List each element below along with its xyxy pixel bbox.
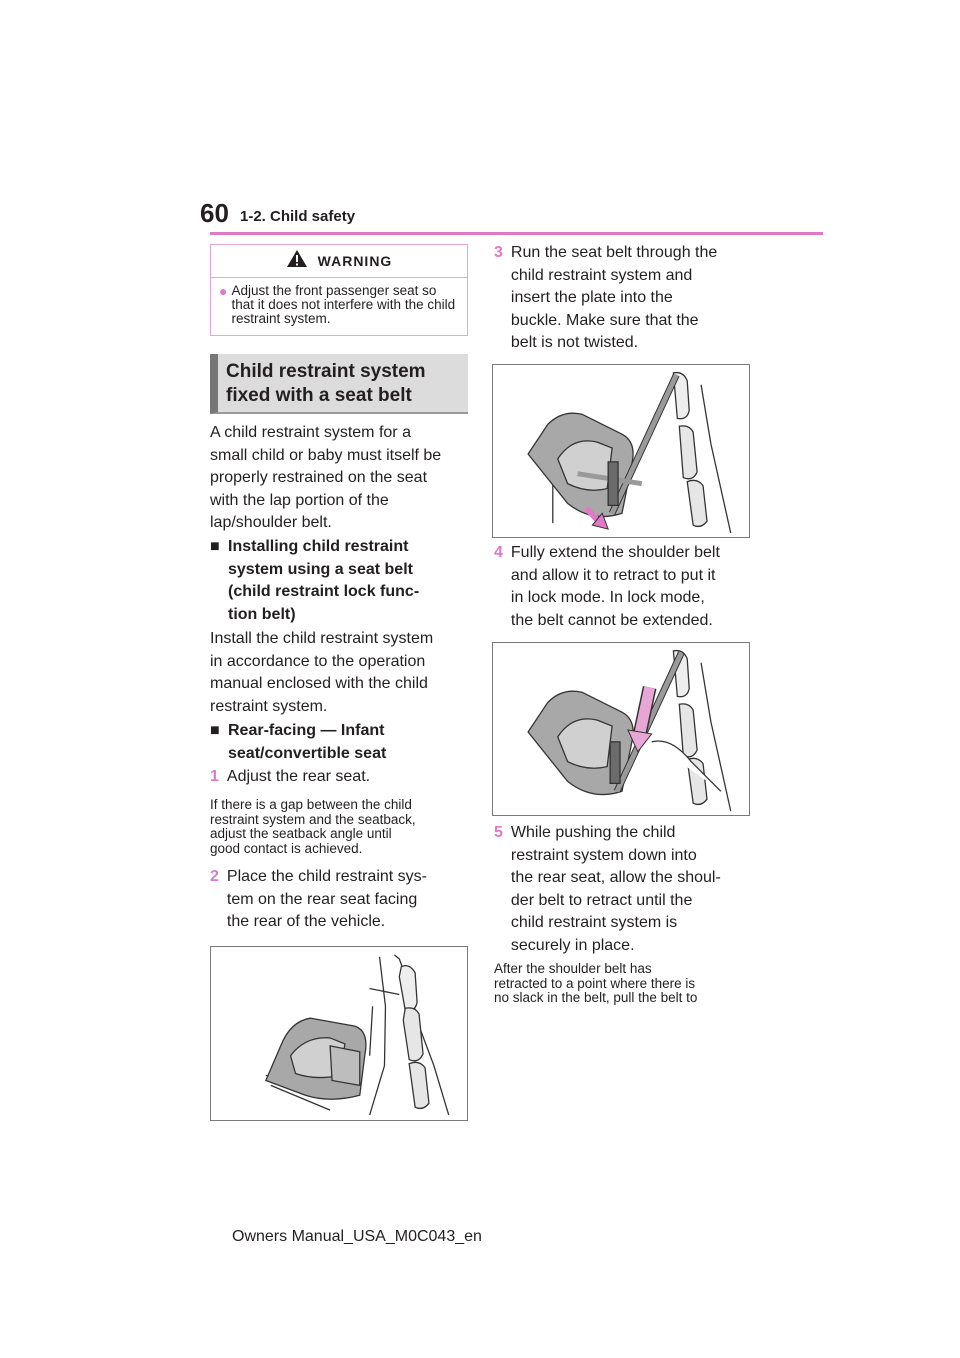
step-number: 2 xyxy=(210,868,219,885)
subheading-line: tion belt) xyxy=(228,605,296,623)
subheading-line: (child restraint lock func- xyxy=(228,583,420,600)
step-text: child restraint system and xyxy=(510,266,693,284)
step-text: the rear seat, allow the shoul- xyxy=(510,869,721,886)
page-footer: Owners Manual_USA_M0C043_en xyxy=(232,1228,482,1245)
subheading-line: Installing child restraint xyxy=(228,538,409,555)
intro-paragraph xyxy=(210,422,472,535)
square-bullet-icon: ■ xyxy=(210,538,220,555)
section-heading xyxy=(210,354,468,414)
subheading-line: system using a seat belt xyxy=(228,560,413,578)
intro-line: with the lap portion of the xyxy=(210,491,389,509)
shoulder-belt-extension-illustration xyxy=(493,643,749,815)
warning-text: Adjust the front passenger seat so that it does not interfere with the child restraint system. xyxy=(231,283,456,326)
subheading-line: Rear-facing — Infant xyxy=(228,722,385,739)
illustration-place-seat xyxy=(210,946,468,1121)
warning-title: WARNING xyxy=(317,253,393,269)
step-text: in lock mode. In lock mode, xyxy=(510,589,705,606)
section-heading-line1: Child restraint system xyxy=(226,361,426,382)
step-4 xyxy=(494,542,756,632)
intro-line: lap/shoulder belt. xyxy=(210,514,332,531)
install-line: Install the child restraint system xyxy=(210,630,434,647)
bullet-icon: ● xyxy=(219,283,228,299)
step-text: the belt cannot be extended. xyxy=(510,611,713,629)
note-line: retracted to a point where there is xyxy=(494,975,696,991)
step-1 xyxy=(210,766,472,789)
install-line: in accordance to the operation xyxy=(210,652,426,670)
warning-bullet-item xyxy=(211,278,467,326)
step-2 xyxy=(210,866,472,934)
note-line: restraint system and the seatback, xyxy=(210,811,416,827)
step-number: 1 xyxy=(210,768,219,785)
install-paragraph xyxy=(210,628,472,718)
step-number: 5 xyxy=(494,824,503,841)
step-text: tem on the rear seat facing xyxy=(226,890,418,908)
step-text: While pushing the child xyxy=(510,824,676,841)
note-line: adjust the seatback angle until xyxy=(210,826,392,841)
step-text: der belt to retract until the xyxy=(510,891,693,909)
step-text: and allow it to retract to put it xyxy=(510,566,716,584)
step5-note xyxy=(494,962,756,1006)
step-number: 3 xyxy=(494,244,503,261)
illustration-belt-through xyxy=(492,364,750,538)
step-text: belt is not twisted. xyxy=(510,334,639,351)
section-heading-line2: fixed with a seat belt xyxy=(226,385,412,406)
step-text: insert the plate into the xyxy=(510,289,673,306)
step-text: the rear of the vehicle. xyxy=(226,913,386,930)
note-line: good contact is achieved. xyxy=(210,840,363,856)
step-text: securely in place. xyxy=(510,936,635,954)
child-seat-placement-illustration xyxy=(211,947,467,1120)
step-3 xyxy=(494,242,756,355)
intro-line: A child restraint system for a xyxy=(210,424,411,441)
note-line: After the shoulder belt has xyxy=(494,961,652,976)
step-text: Fully extend the shoulder belt xyxy=(510,544,720,561)
subheading-rear-facing xyxy=(210,720,472,765)
intro-line: properly restrained on the seat xyxy=(210,469,428,486)
subheading-installing xyxy=(210,536,472,626)
step-text: restraint system down into xyxy=(510,846,697,864)
section-title: 1-2. Child safety xyxy=(240,208,356,225)
seat-belt-routing-illustration xyxy=(493,365,749,537)
intro-line: small child or baby must itself be xyxy=(210,446,442,464)
page-number: 60 xyxy=(200,198,229,228)
install-line: manual enclosed with the child xyxy=(210,675,428,692)
install-line: restraint system. xyxy=(210,697,328,715)
step-text: Adjust the rear seat. xyxy=(226,768,371,785)
warning-box xyxy=(210,244,468,336)
step-text: buckle. Make sure that the xyxy=(510,311,699,329)
square-bullet-icon: ■ xyxy=(210,722,220,739)
note-line: no slack in the belt, pull the belt to xyxy=(494,990,698,1005)
step-text: Run the seat belt through the xyxy=(510,244,718,261)
header-rule xyxy=(210,232,823,235)
step-5 xyxy=(494,822,756,957)
note-line: If there is a gap between the child xyxy=(210,797,412,812)
step1-note xyxy=(210,798,472,856)
warning-triangle-icon xyxy=(286,249,308,273)
step-number: 4 xyxy=(494,544,503,561)
warning-header xyxy=(211,245,467,278)
step-text: Place the child restraint sys- xyxy=(226,868,427,885)
step-text: child restraint system is xyxy=(510,914,678,931)
illustration-extend-belt xyxy=(492,642,750,816)
subheading-line: seat/convertible seat xyxy=(228,744,387,762)
